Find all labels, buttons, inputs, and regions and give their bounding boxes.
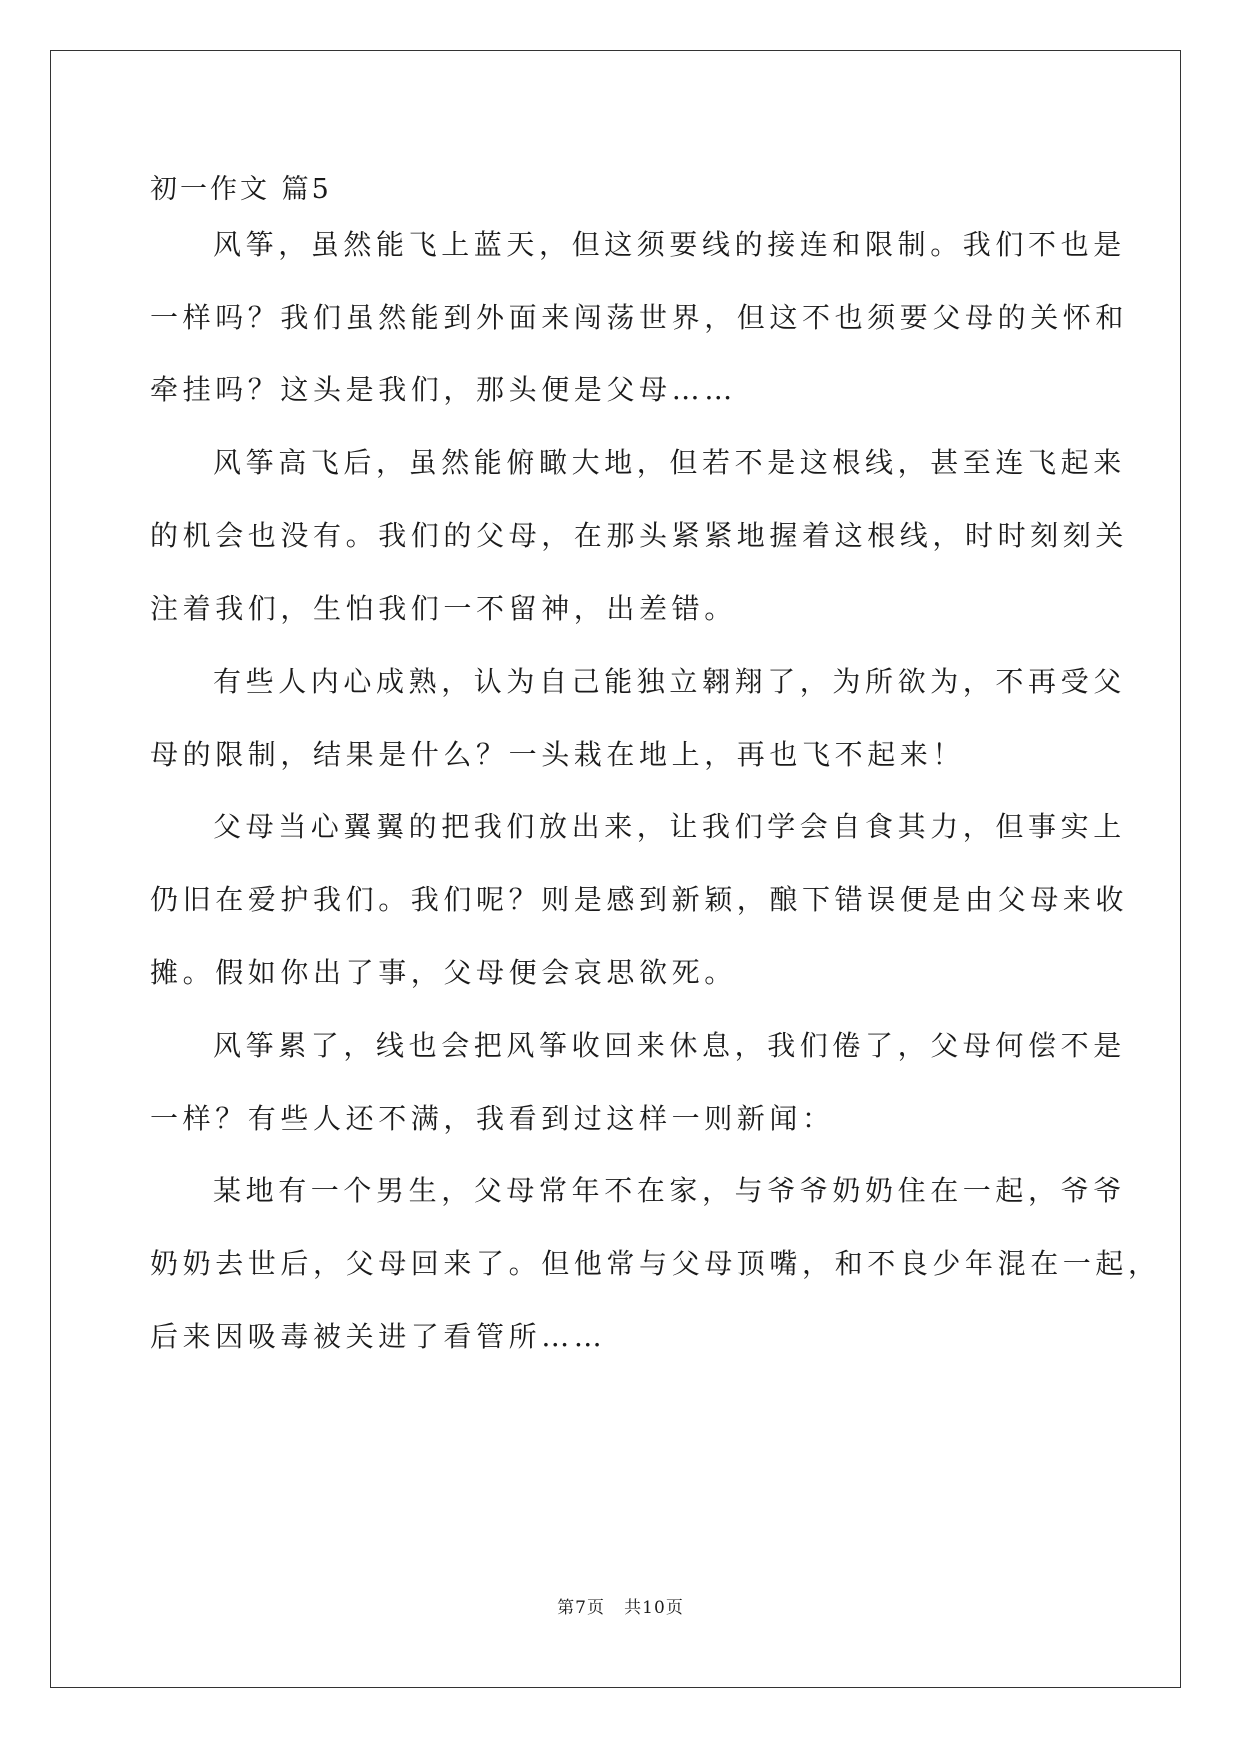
text-line: 摊。假如你出了事，父母便会哀思欲死。 bbox=[150, 956, 737, 989]
text-line: 一样？有些人还不满，我看到过这样一则新闻： bbox=[150, 1102, 835, 1135]
text-line: 风筝高飞后，虽然能俯瞰大地，但若不是这根线，甚至连飞起来 bbox=[213, 446, 1126, 479]
text-line: 仍旧在爱护我们。我们呢？则是感到新颖，酿下错误便是由父母来收 bbox=[150, 883, 1129, 916]
text-line: 有些人内心成熟，认为自己能独立翱翔了，为所欲为，不再受父 bbox=[213, 665, 1126, 698]
page-border bbox=[50, 50, 1181, 1688]
text-line: 风筝累了，线也会把风筝收回来休息，我们倦了，父母何偿不是 bbox=[213, 1029, 1126, 1062]
text-line: 某地有一个男生，父母常年不在家，与爷爷奶奶住在一起，爷爷 bbox=[213, 1174, 1126, 1207]
text-line: 母的限制，结果是什么？一头栽在地上，再也飞不起来！ bbox=[150, 738, 966, 771]
text-line: 注着我们，生怕我们一不留神，出差错。 bbox=[150, 592, 737, 625]
text-line: 的机会也没有。我们的父母，在那头紧紧地握着这根线，时时刻刻关 bbox=[150, 519, 1129, 552]
text-line: 风筝，虽然能飞上蓝天，但这须要线的接连和限制。我们不也是 bbox=[213, 228, 1126, 261]
document-title: 初一作文 篇5 bbox=[150, 174, 332, 205]
page-number-footer: 第7页 共10页 bbox=[557, 1598, 684, 1618]
text-line: 父母当心翼翼的把我们放出来，让我们学会自食其力，但事实上 bbox=[213, 810, 1126, 843]
text-line: 奶奶去世后，父母回来了。但他常与父母顶嘴，和不良少年混在一起， bbox=[150, 1247, 1161, 1280]
text-line: 后来因吸毒被关进了看管所…… bbox=[150, 1320, 607, 1353]
text-line: 一样吗？我们虽然能到外面来闯荡世界，但这不也须要父母的关怀和 bbox=[150, 301, 1129, 334]
text-line: 牵挂吗？这头是我们，那头便是父母…… bbox=[150, 373, 737, 406]
